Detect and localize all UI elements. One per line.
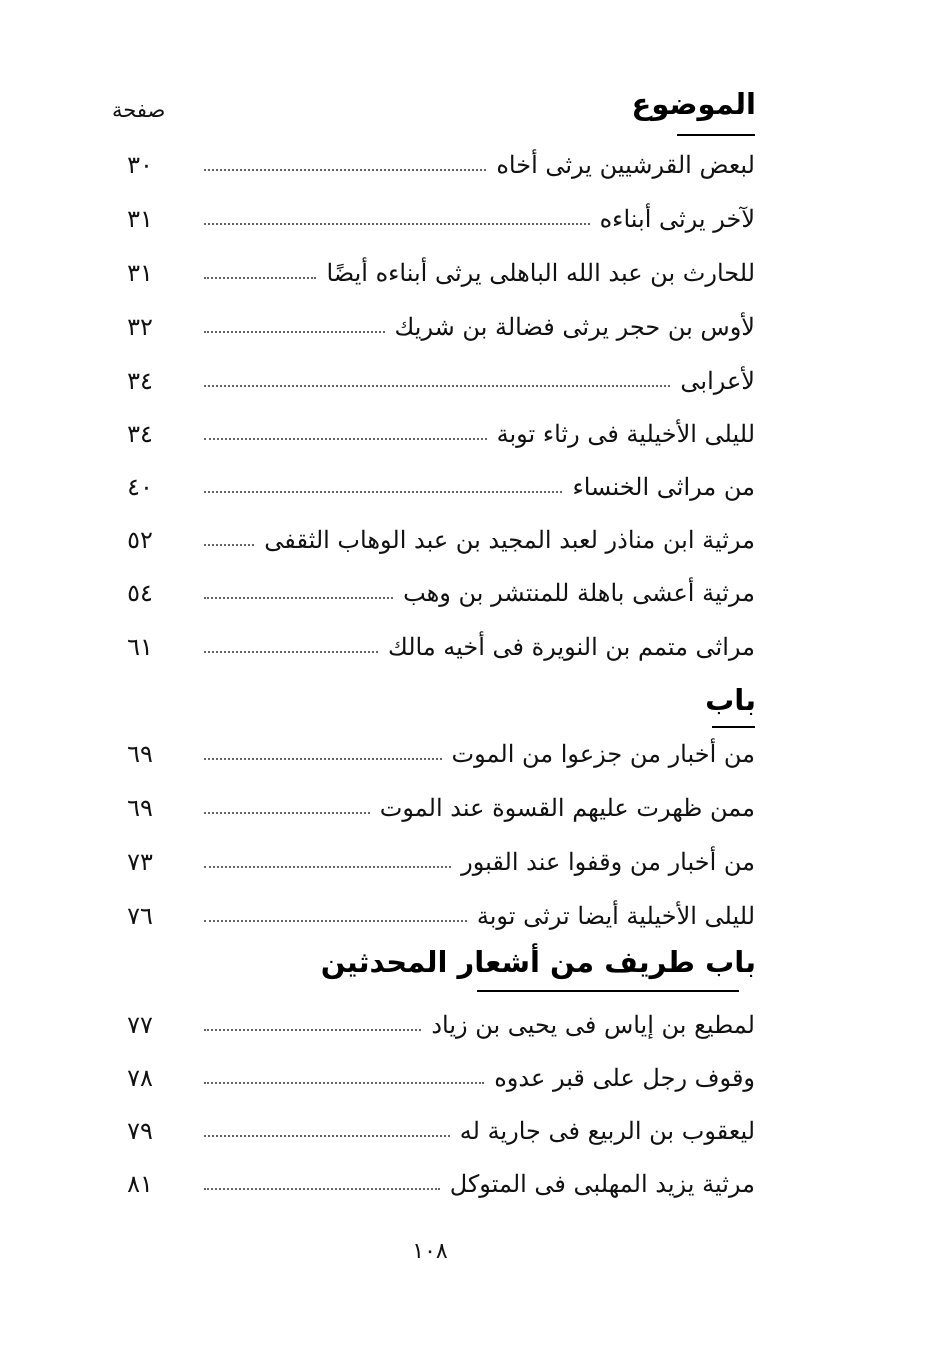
toc-entry (110, 467, 755, 507)
contents-heading: الموضوع (631, 87, 756, 121)
toc-entry-page: ٧٩ (127, 1117, 153, 1145)
toc-entry (110, 627, 755, 667)
toc-entry-title: مراثى متمم بن النويرة فى أخيه مالك (387, 633, 755, 661)
dot-leader (204, 758, 442, 760)
toc-entry-page: ٣١ (127, 205, 153, 233)
dot-leader (204, 277, 316, 279)
toc-entry (110, 520, 755, 560)
toc-entry-title: لليلى الأخيلية أيضا ترثى توبة (476, 902, 755, 930)
toc-entry-page: ٤٠ (127, 473, 153, 501)
page-number: ١٠٨ (412, 1239, 448, 1264)
toc-entry-page: ٧٨ (127, 1064, 153, 1092)
dot-leader (204, 331, 385, 333)
toc-entry-title: ممن ظهرت عليهم القسوة عند الموت (379, 794, 755, 822)
toc-entry-title: وقوف رجل على قبر عدوه (494, 1064, 755, 1092)
section-heading-underline (712, 726, 755, 728)
toc-entry (110, 199, 755, 239)
toc-entry-page: ٧٦ (127, 902, 153, 930)
toc-entry-title: لبعض القرشيين يرثى أخاه (496, 151, 755, 179)
toc-entry-title: من أخبار من جزعوا من الموت (451, 740, 755, 768)
toc-entry-title: من أخبار من وقفوا عند القبور (461, 848, 755, 876)
toc-entry-title: ليعقوب بن الربيع فى جارية له (459, 1117, 755, 1145)
toc-entry-page: ٦٩ (127, 794, 153, 822)
toc-entry-title: للحارث بن عبد الله الباهلى يرثى أبناءه أيضًا (326, 259, 755, 287)
section-heading-underline (477, 990, 739, 992)
toc-entry-page: ٨١ (127, 1170, 153, 1198)
toc-entry-title: من مراثى الخنساء (572, 473, 755, 501)
toc-entry (110, 1005, 755, 1045)
toc-entry (110, 253, 755, 293)
toc-entry (110, 1164, 755, 1204)
toc-entry-page: ٧٣ (127, 848, 153, 876)
dot-leader (204, 651, 378, 653)
dot-leader (204, 1188, 440, 1190)
toc-entry (110, 734, 755, 774)
section-heading: باب (705, 683, 756, 717)
toc-entry-page: ٥٤ (127, 579, 153, 607)
dot-leader (204, 223, 590, 225)
toc-entry (110, 1058, 755, 1098)
dot-leader (204, 597, 393, 599)
toc-entry (110, 145, 755, 185)
toc-entry-title: مرثية أعشى باهلة للمنتشر بن وهب (403, 579, 755, 607)
dot-leader (204, 866, 451, 868)
toc-entry-page: ٣١ (127, 259, 153, 287)
toc-entry-page: ٦٩ (127, 740, 153, 768)
dot-leader (204, 491, 562, 493)
toc-entry-page: ٣٤ (127, 367, 153, 395)
toc-entry-title: لأوس بن حجر يرثى فضالة بن شريك (394, 313, 755, 341)
dot-leader (204, 385, 670, 387)
toc-entry (110, 573, 755, 613)
toc-entry-title: لمطيع بن إياس فى يحيى بن زياد (431, 1011, 755, 1039)
toc-entry-title: لليلى الأخيلية فى رثاء توبة (496, 420, 755, 448)
toc-entry-page: ٣٠ (127, 151, 153, 179)
dot-leader (204, 544, 254, 546)
dot-leader (204, 920, 467, 922)
toc-entry-page: ٥٢ (127, 526, 153, 554)
toc-entry-title: لآخر يرثى أبناءه (599, 205, 755, 233)
toc-entry (110, 788, 755, 828)
toc-entry (110, 307, 755, 347)
dot-leader (204, 1082, 484, 1084)
toc-entry-page: ٣٢ (127, 313, 153, 341)
contents-heading-underline (677, 134, 755, 136)
toc-entry-title: مرثية ابن مناذر لعبد المجيد بن عبد الوهاب الثقفى (264, 526, 755, 554)
toc-entry (110, 896, 755, 936)
toc-entry (110, 842, 755, 882)
dot-leader (204, 1135, 450, 1137)
toc-entry-title: مرثية يزيد المهلبى فى المتوكل (449, 1170, 755, 1198)
toc-entry-page: ٦١ (127, 633, 153, 661)
dot-leader (204, 1029, 421, 1031)
section-heading: باب طريف من أشعار المحدثين (320, 945, 756, 979)
page-column-label: صفحة (112, 98, 166, 122)
dot-leader (204, 438, 487, 440)
toc-entry-page: ٣٤ (127, 420, 153, 448)
dot-leader (204, 169, 486, 171)
toc-entry (110, 361, 755, 401)
toc-entry (110, 414, 755, 454)
toc-entry (110, 1111, 755, 1151)
dot-leader (204, 812, 370, 814)
toc-entry-page: ٧٧ (127, 1011, 153, 1039)
toc-entry-title: لأعرابى (680, 367, 755, 395)
